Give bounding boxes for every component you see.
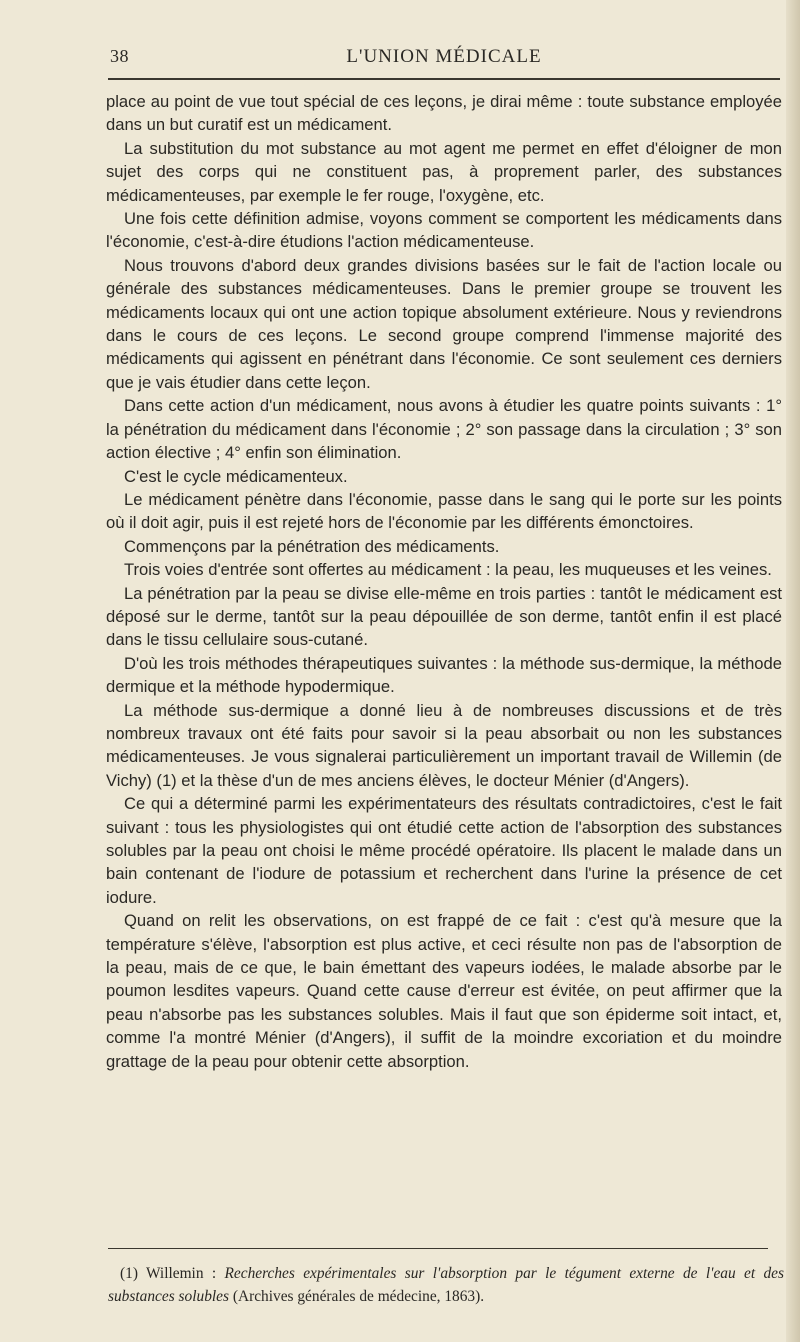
paragraph: Une fois cette définition admise, voyons comment se comportent les médicaments dans l'économie, c'est-à-dire étudions l'action médicamenteuse. [106, 209, 782, 252]
paragraph: La pénétration par la peau se divise elle-même en trois parties : tantôt le médicament est déposé sur le derme, tantôt sur la peau dépouillée de son derme, tantôt enfin il est placé dans le tissu cellulaire sous-cutané. [106, 583, 782, 650]
body-text [106, 90, 782, 1073]
footnote-rule [108, 1248, 768, 1249]
running-title: L'UNION MÉDICALE [346, 46, 542, 67]
header-rule [108, 78, 780, 80]
paragraph: La substitution du mot substance au mot agent me permet en effet d'éloigner de mon sujet des corps qui ne constituent pas, à proprement parler, des substances médicamenteuses, par exemple le fer rouge, l'oxygène, etc. [106, 138, 782, 205]
paragraph: place au point de vue tout spécial de ces leçons, je dirai même : toute substance employée dans un but curatif est un médicament. [106, 92, 782, 135]
paragraph: Nous trouvons d'abord deux grandes divisions basées sur le fait de l'action locale ou générale des substances médicamenteuses. Dans le premier groupe se trouvent les médicaments locaux qui ont une action topique absolument extérieure. Nous y reviendrons dans le cours de ces leçons. Le second groupe comprend l'immense majorité des médicaments qui agissent en pénétrant dans l'économie. Ce sont seulement ces derniers que je vais étudier dans cette leçon. [106, 255, 782, 392]
paragraph: Ce qui a déterminé parmi les expérimentateurs des résultats contradictoires, c'est le fait suivant : tous les physiologistes qui ont étudié cette action de l'absorption des substances solubles par la peau ont choisi le même procédé opératoire. Ils placent le malade dans un bain contenant de l'iodure de potassium et recherchent dans l'urine la présence de cet iodure. [106, 794, 782, 907]
footnote [108, 1262, 784, 1308]
footnote-source: (Archives générales de médecine, 1863). [228, 1288, 485, 1305]
paragraph: Quand on relit les observations, on est frappé de ce fait : c'est qu'à mesure que la température s'élève, l'absorption est plus active, et ceci résulte non pas de l'absorption de la peau, mais de ce que, le bain émettant des vapeurs iodées, le malade absorbe par le poumon lesdites vapeurs. Quand cette cause d'erreur est évitée, on peut affirmer que la peau n'absorbe pas les substances solubles. Mais il faut que son épiderme soit intact, et, comme l'a montré Ménier (d'Angers), il suffit de la moindre excoriation et du moindre grattage de la peau pour obtenir cette absorption. [106, 911, 782, 1071]
paragraph: La méthode sus-dermique a donné lieu à de nombreuses discussions et de très nombreux travaux ont été faits pour savoir si la peau absorbait ou non les substances médicamenteuses. Je vous signalerai particulièrement un important travail de Willemin (de Vichy) (1) et la thèse d'un de mes anciens élèves, le docteur Ménier (d'Angers). [106, 700, 782, 790]
footnote-title: Recherches expérimentales sur l'absorption par le tégument externe de l'eau et des substances solubles [108, 1265, 784, 1305]
page-number: 38 [110, 46, 129, 66]
paragraph: Commençons par la pénétration des médicaments. [124, 536, 500, 556]
page-header [108, 46, 780, 70]
paragraph: C'est le cycle médicamenteux. [124, 466, 348, 486]
paragraph: Trois voies d'entrée sont offertes au médicament : la peau, les muqueuses et les veines. [124, 560, 772, 580]
footnote-marker: (1) Willemin : [120, 1265, 225, 1282]
paragraph: Dans cette action d'un médicament, nous avons à étudier les quatre points suivants : 1° la pénétration du médicament dans l'économie ; 2° son passage dans la circulation ; 3° son action élective ; 4° enfin son élimination. [106, 396, 782, 463]
paragraph: Le médicament pénètre dans l'économie, passe dans le sang qui le porte sur les points où il doit agir, puis il est rejeté hors de l'économie par les différents émonctoires. [106, 489, 782, 533]
paragraph: D'où les trois méthodes thérapeutiques suivantes : la méthode sus-dermique, la méthode dermique et la méthode hypodermique. [106, 653, 782, 697]
